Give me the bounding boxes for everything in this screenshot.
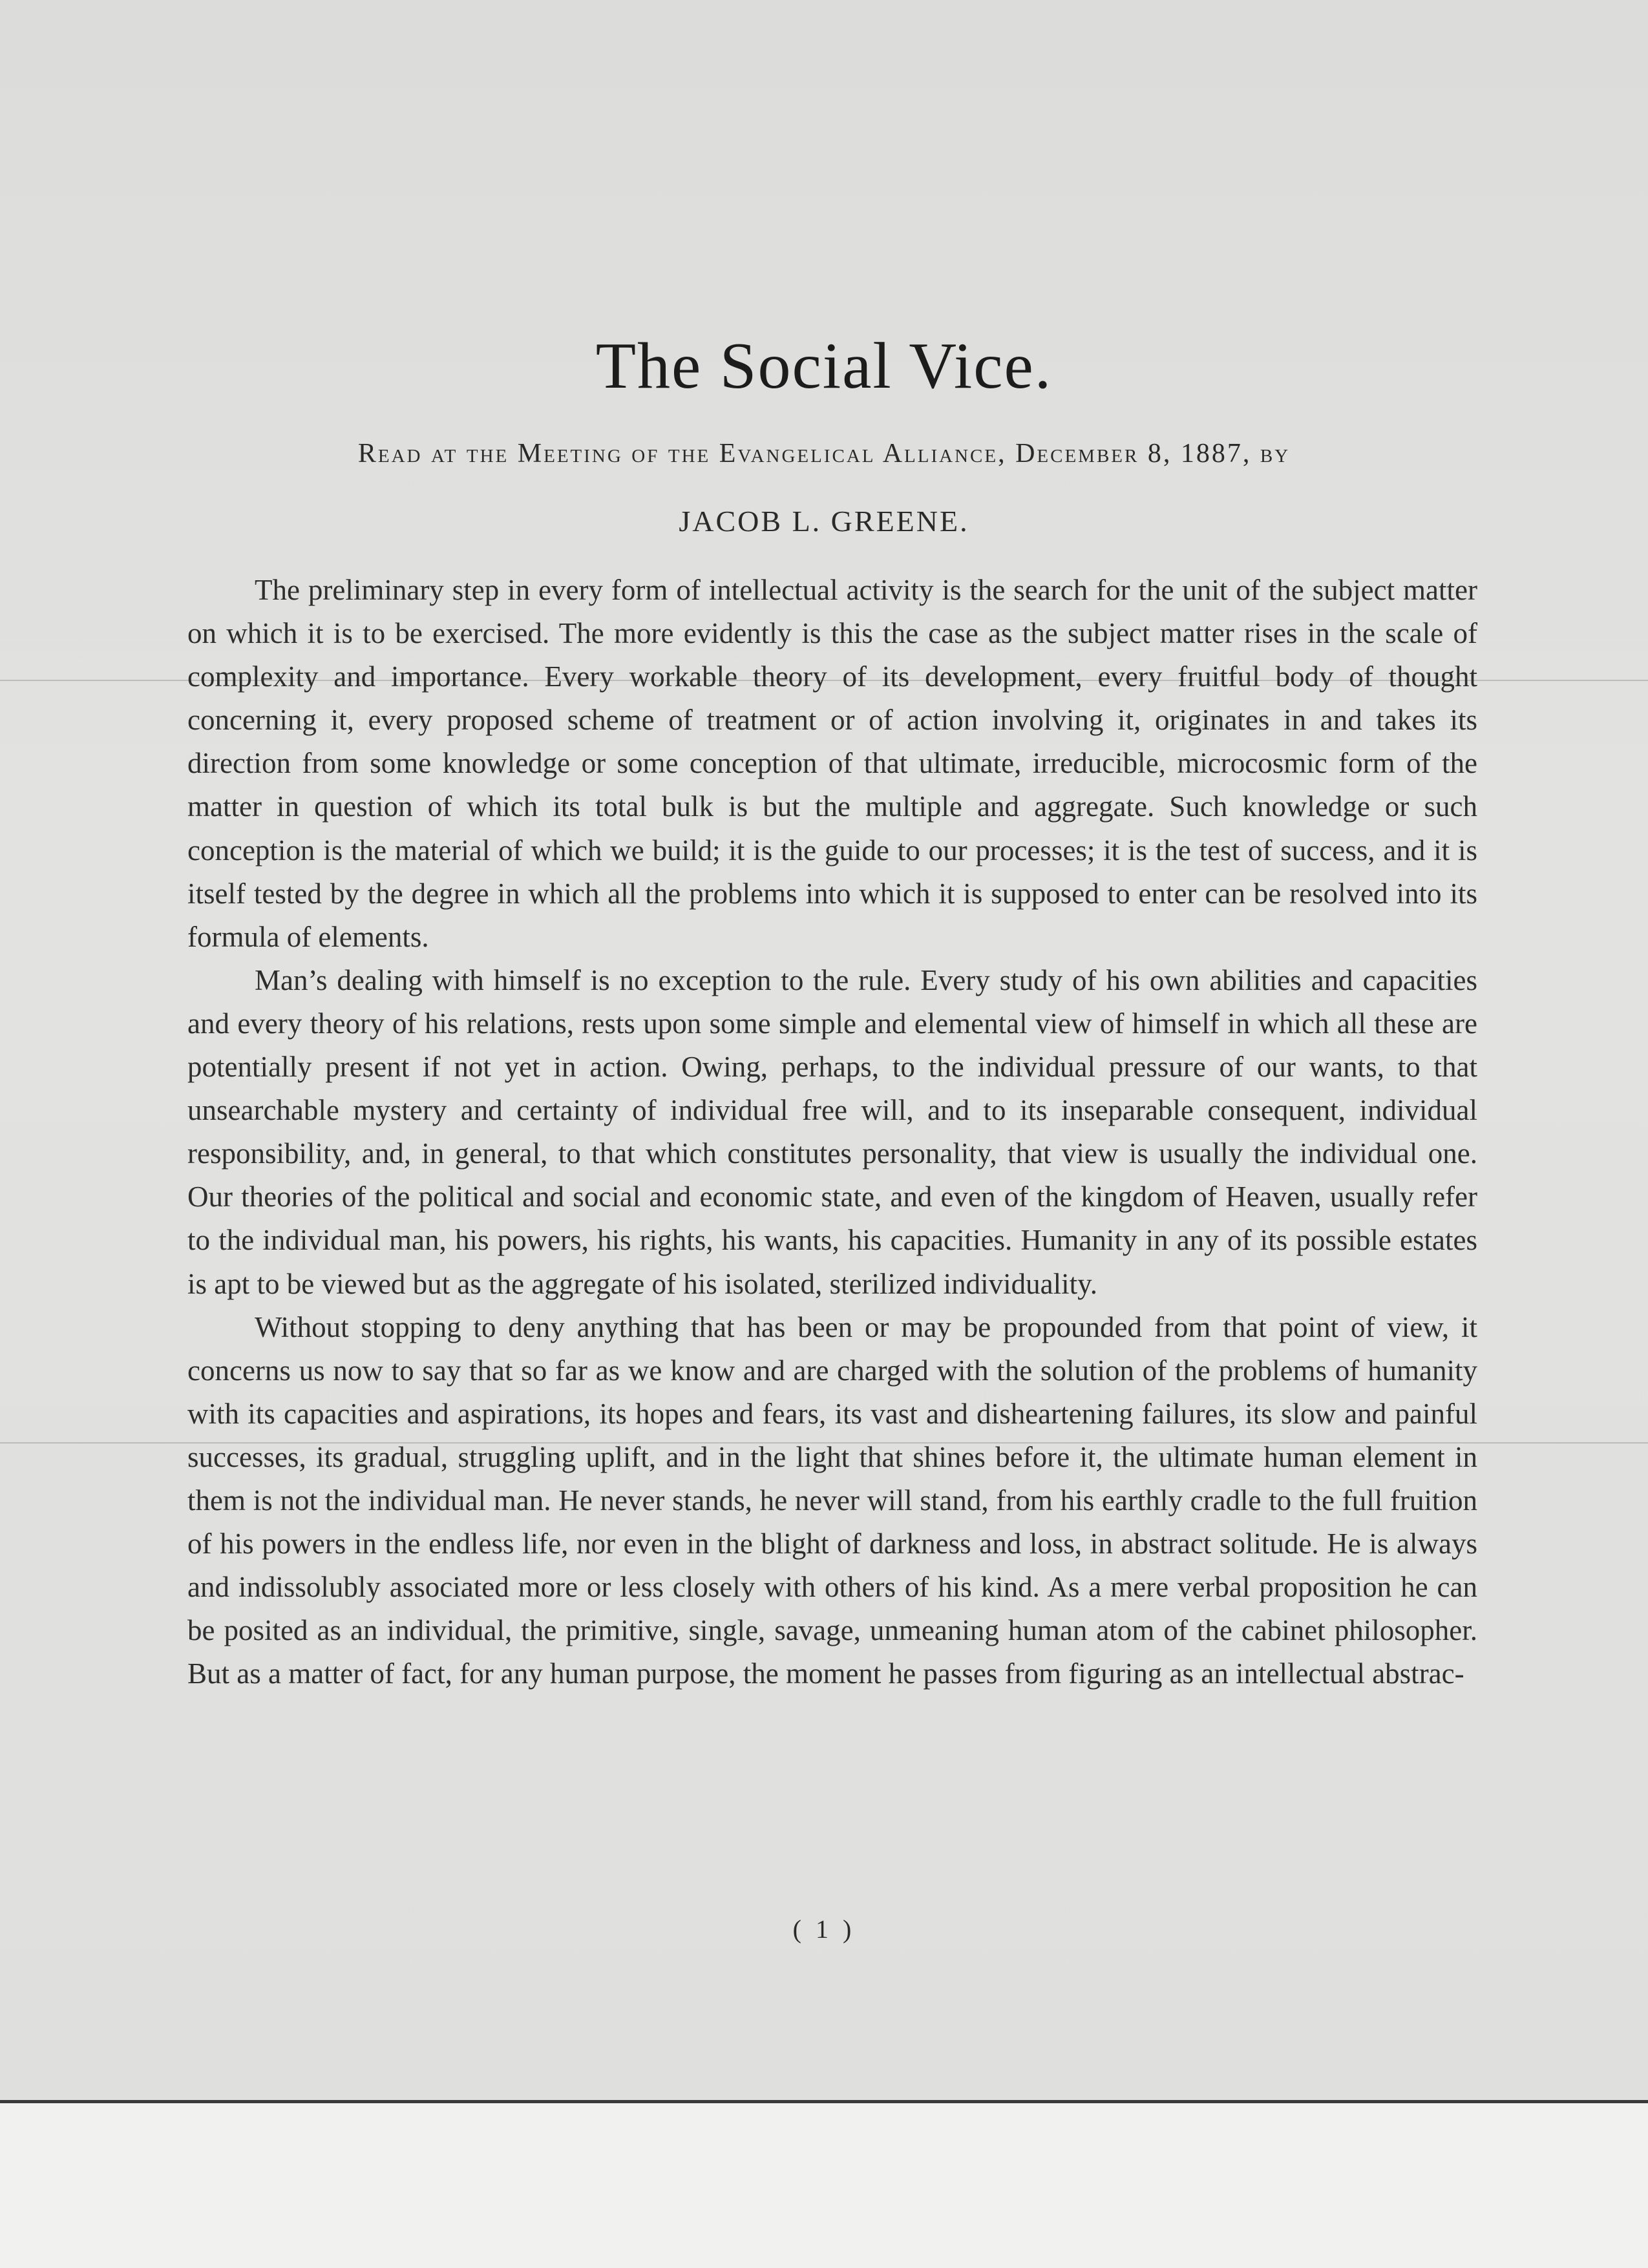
document-title: The Social Vice. (595, 330, 1053, 403)
document-body (187, 569, 1477, 1696)
document-author: JACOB L. GREENE. (679, 505, 969, 538)
page-number: ( 1 ) (792, 1915, 856, 1944)
paragraph: Without stopping to deny anything that has been or may be propounded from that point of view, it concerns us now to say that so far as we know and are charged with the solution of the problems of humanity with its capacities and aspirations, its hopes and fears, its vast and disheartening failures, its slow and painful successes, its gradual, struggling uplift, and in the light that shines before it, the ultimate human element in them is not the individual man. He never stands, he never will stand, from his earthly cradle to the full fruition of his powers in the endless life, nor even in the blight of darkness and loss, in abstract solitude. He is always and indissolubly associated more or less closely with others of his kind. As a mere verbal proposition he can be posited as an individual, the primitive, single, savage, unmeaning human atom of the cabinet philosopher. But as a matter of fact, for any human purpose, the moment he passes from figuring as an intellectual abstrac- (187, 1310, 1477, 1690)
paragraph: The preliminary step in every form of intellectual activity is the search for the unit of the subject matter on which it is to be exercised. The more evidently is this the case as the subject matter rises in the scale of complexity and importance. Every workable theory of its development, every fruitful body of thought concerning it, every proposed scheme of treatment or of action involving it, originates in and takes its direction from some knowledge or some conception of that ultimate, irreducible, microcosmic form of the matter in question of which its total bulk is but the multiple and aggregate. Such knowledge or such conception is the material of which we build; it is the guide to our processes; it is the test of success, and it is itself tested by the degree in which all the problems into which it is supposed to enter can be resolved into its formula of elements. (187, 574, 1477, 953)
document-subtitle: Read at the Meeting of the Evangelical Alliance, December 8, 1887, by (357, 439, 1291, 468)
paragraph: Man’s dealing with himself is no exception to the rule. Every study of his own abilities and capacities and every theory of his relations, rests upon some simple and elemental view of himself in which all these are potentially present if not yet in action. Owing, perhaps, to the individual pressure of our wants, to that unsearchable mystery and certainty of individual free will, and to its inseparable consequent, individual responsibility, and, in general, to that which constitutes personality, that view is usually the individual one. Our theories of the political and social and economic state, and even of the kingdom of Heaven, usually refer to the individual man, his powers, his rights, his wants, his capacities. Humanity in any of its possible estates is apt to be viewed but as the aggregate of his isolated, sterilized individuality. (187, 963, 1477, 1300)
